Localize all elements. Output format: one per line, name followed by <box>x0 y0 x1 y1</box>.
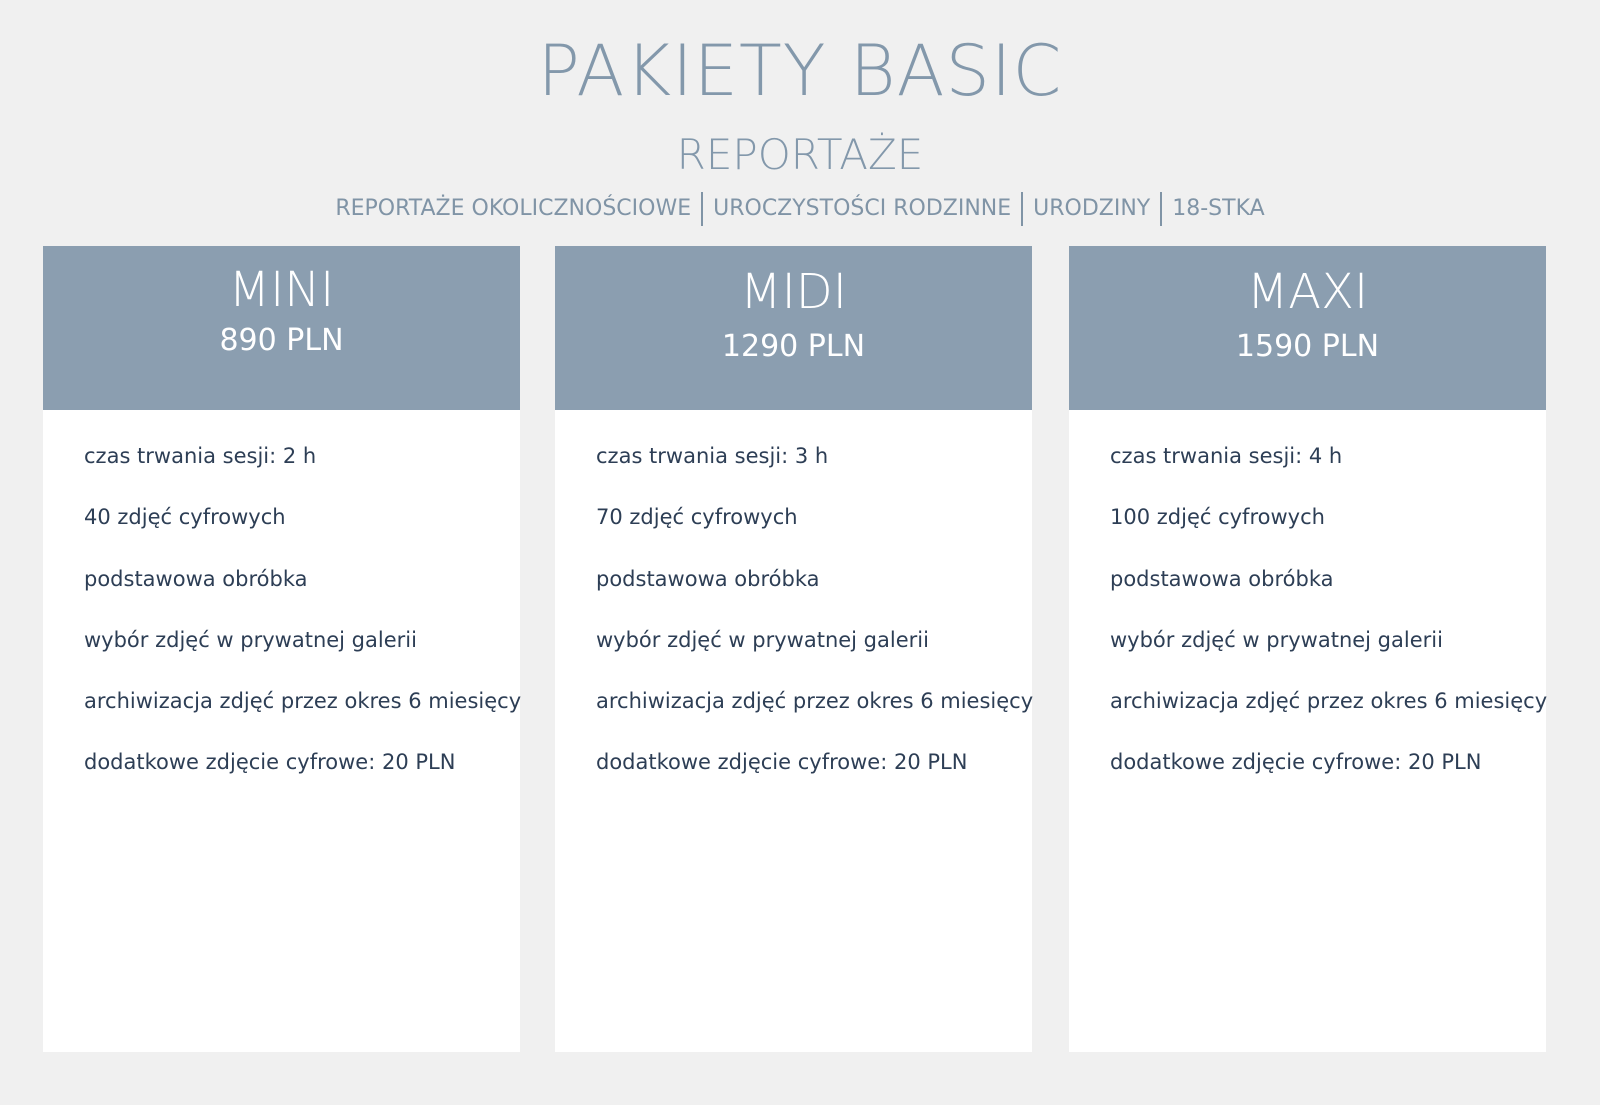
feature-list <box>555 410 1032 805</box>
feature-item: wybór zdjęć w prywatnej galerii <box>84 627 417 652</box>
package-header <box>43 246 520 410</box>
package-price: 1590 PLN <box>1235 329 1380 364</box>
page-subtitle: REPORTAŻE <box>676 130 924 179</box>
category-item: 18-STKA <box>1172 196 1265 221</box>
feature-item: wybór zdjęć w prywatnej galerii <box>1110 627 1443 652</box>
package-name: MIDI <box>740 264 847 320</box>
feature-list <box>1069 410 1546 805</box>
package-header <box>555 246 1032 410</box>
feature-item: dodatkowe zdjęcie cyfrowe: 20 PLN <box>1110 750 1482 775</box>
category-list <box>0 192 1600 226</box>
feature-item: czas trwania sesji: 4 h <box>1110 444 1343 468</box>
feature-item: 40 zdjęć cyfrowych <box>84 505 286 530</box>
package-price: 1290 PLN <box>721 329 866 364</box>
feature-item: podstawowa obróbka <box>84 566 308 591</box>
package-name: MAXI <box>1246 264 1369 320</box>
feature-item: dodatkowe zdjęcie cyfrowe: 20 PLN <box>84 750 456 775</box>
package-card-mini <box>43 246 520 1052</box>
feature-item: wybór zdjęć w prywatnej galerii <box>596 627 929 652</box>
feature-item: podstawowa obróbka <box>1110 566 1334 591</box>
package-name: MINI <box>228 262 335 318</box>
feature-item: 100 zdjęć cyfrowych <box>1110 505 1325 530</box>
feature-list <box>43 410 520 805</box>
package-header <box>1069 246 1546 410</box>
package-card-midi <box>555 246 1032 1052</box>
feature-item: dodatkowe zdjęcie cyfrowe: 20 PLN <box>596 750 968 775</box>
package-price: 890 PLN <box>219 323 344 358</box>
category-item: URODZINY <box>1033 196 1151 221</box>
feature-item: czas trwania sesji: 3 h <box>596 444 829 468</box>
page-title: PAKIETY BASIC <box>537 30 1063 112</box>
category-item: UROCZYSTOŚCI RODZINNE <box>713 196 1012 221</box>
feature-item: podstawowa obróbka <box>596 566 820 591</box>
feature-item: 70 zdjęć cyfrowych <box>596 505 798 530</box>
feature-item: archiwizacja zdjęć przez okres 6 miesięcy <box>596 689 1034 714</box>
feature-item: archiwizacja zdjęć przez okres 6 miesięcy <box>84 689 522 714</box>
feature-item: archiwizacja zdjęć przez okres 6 miesięcy <box>1110 689 1548 714</box>
feature-item: czas trwania sesji: 2 h <box>84 444 317 468</box>
category-item: REPORTAŻE OKOLICZNOŚCIOWE <box>335 196 692 221</box>
package-card-maxi <box>1069 246 1546 1052</box>
